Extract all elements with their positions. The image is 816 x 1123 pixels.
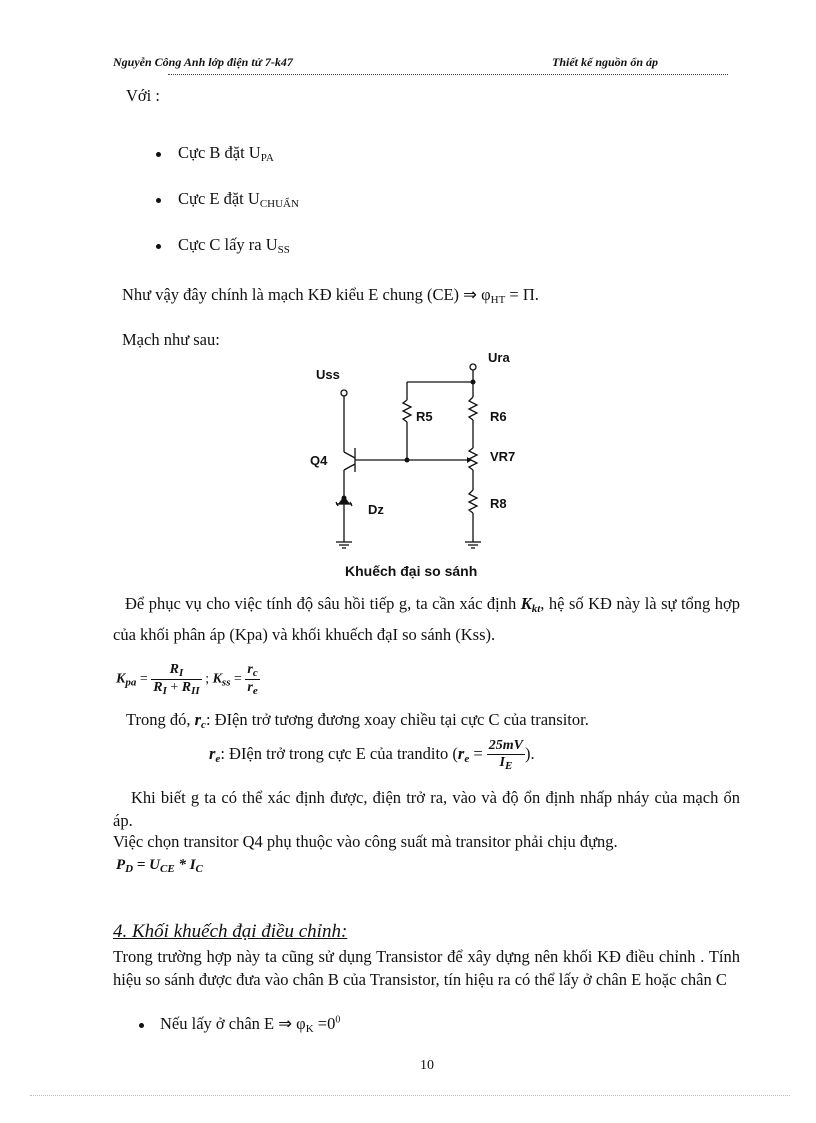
bullet-dot <box>156 244 161 249</box>
definition-rc: Trong đó, $r_c$: ĐIện trở tương đương xoay chiều tại cực C của transitor. <box>126 710 589 731</box>
bullet-dot <box>156 152 161 157</box>
label-vr7: VR7 <box>490 449 516 464</box>
bullet-item: Cực E đặt $U_{CHUẨN}$ <box>178 189 299 210</box>
bullet-dot <box>139 1023 144 1028</box>
paragraph-section4: Trong trường hợp này ta cũng sử dụng Transistor để xây dựng nên khối KĐ điều chỉnh . Tính hiệu so sánh được đưa vào chân B của Transistor, tín hiệu ra có thể lấy ở chân E hoặc chân C <box>113 947 740 989</box>
fraction-re: $\frac{25mV}{I_E}$ <box>488 738 524 772</box>
definition-re: $r_e$: ĐIện trở trong cực E của trandito ($r_e$ = $\frac{25mV}{I_E}$ ). <box>209 738 535 772</box>
bullet-dot <box>156 198 161 203</box>
fraction-kss: $\frac{r_c}{r_e}$ <box>247 662 258 697</box>
label-q4: Q4 <box>310 453 328 468</box>
conclusion-text: Như vậy đây chính là mạch KĐ kiểu E chung (CE) ⇒ $\varphi_{HT} = \Pi$. <box>122 285 539 306</box>
label-ura: Ura <box>488 350 510 365</box>
paragraph-q4: Việc chọn transitor Q4 phụ thuộc vào công suất mà transitor phải chịu đựng. <box>113 832 618 851</box>
bullet-item: Cực C lấy ra $U_{SS}$ <box>178 235 290 256</box>
paragraph-stability: Khi biết g ta có thể xác định được, điện trở ra, vào và độ ổn định nhấp nháy của mạch ổn áp. <box>113 788 740 830</box>
label-r5: R5 <box>416 409 433 424</box>
label-uss: Uss <box>316 367 340 382</box>
circuit-caption: Khuếch đại so sánh <box>345 563 478 579</box>
label-r6: R6 <box>490 409 507 424</box>
fraction-kpa: $\frac{R_I}{R_I + R_{II}}$ <box>153 662 200 697</box>
bullet-item: Cực B đặt $U_{PA}$ <box>178 143 274 164</box>
bullet-item: Nếu lấy ở chân E ⇒ $\varphi_K =0^0$ <box>160 1014 341 1035</box>
page-number: 10 <box>420 1058 434 1073</box>
circuit-intro: Mạch như sau: <box>122 330 220 349</box>
footer-divider <box>30 1095 790 1096</box>
formula-kpa-kss: $K_{pa}$ = $\frac{R_I}{R_I + R_{II}}$ ; $K_{ss}$ = $\frac{r_c}{r_e}$ <box>116 662 258 697</box>
paragraph-kkt: Để phục vụ cho việc tính độ sâu hồi tiếp g, ta cần xác định $K_{kt}$, hệ số KĐ này là sự tổng hợp của khối phân áp (Kpa) và khối khuếch đạI so sánh (Kss). <box>113 594 740 644</box>
section-title: 4. Khối khuếch đại điều chỉnh: <box>113 921 348 942</box>
header-right: Thiết kế nguồn ổn áp <box>552 55 659 69</box>
header-left: Nguyễn Công Anh lớp điện tử 7-k47 <box>113 55 293 69</box>
header-divider <box>168 74 728 75</box>
label-dz: Dz <box>368 502 384 517</box>
label-r8: R8 <box>490 496 507 511</box>
formula-pd: $P_D = U_{CE} * I_C$ <box>116 857 203 875</box>
intro-text: Với : <box>126 86 160 105</box>
